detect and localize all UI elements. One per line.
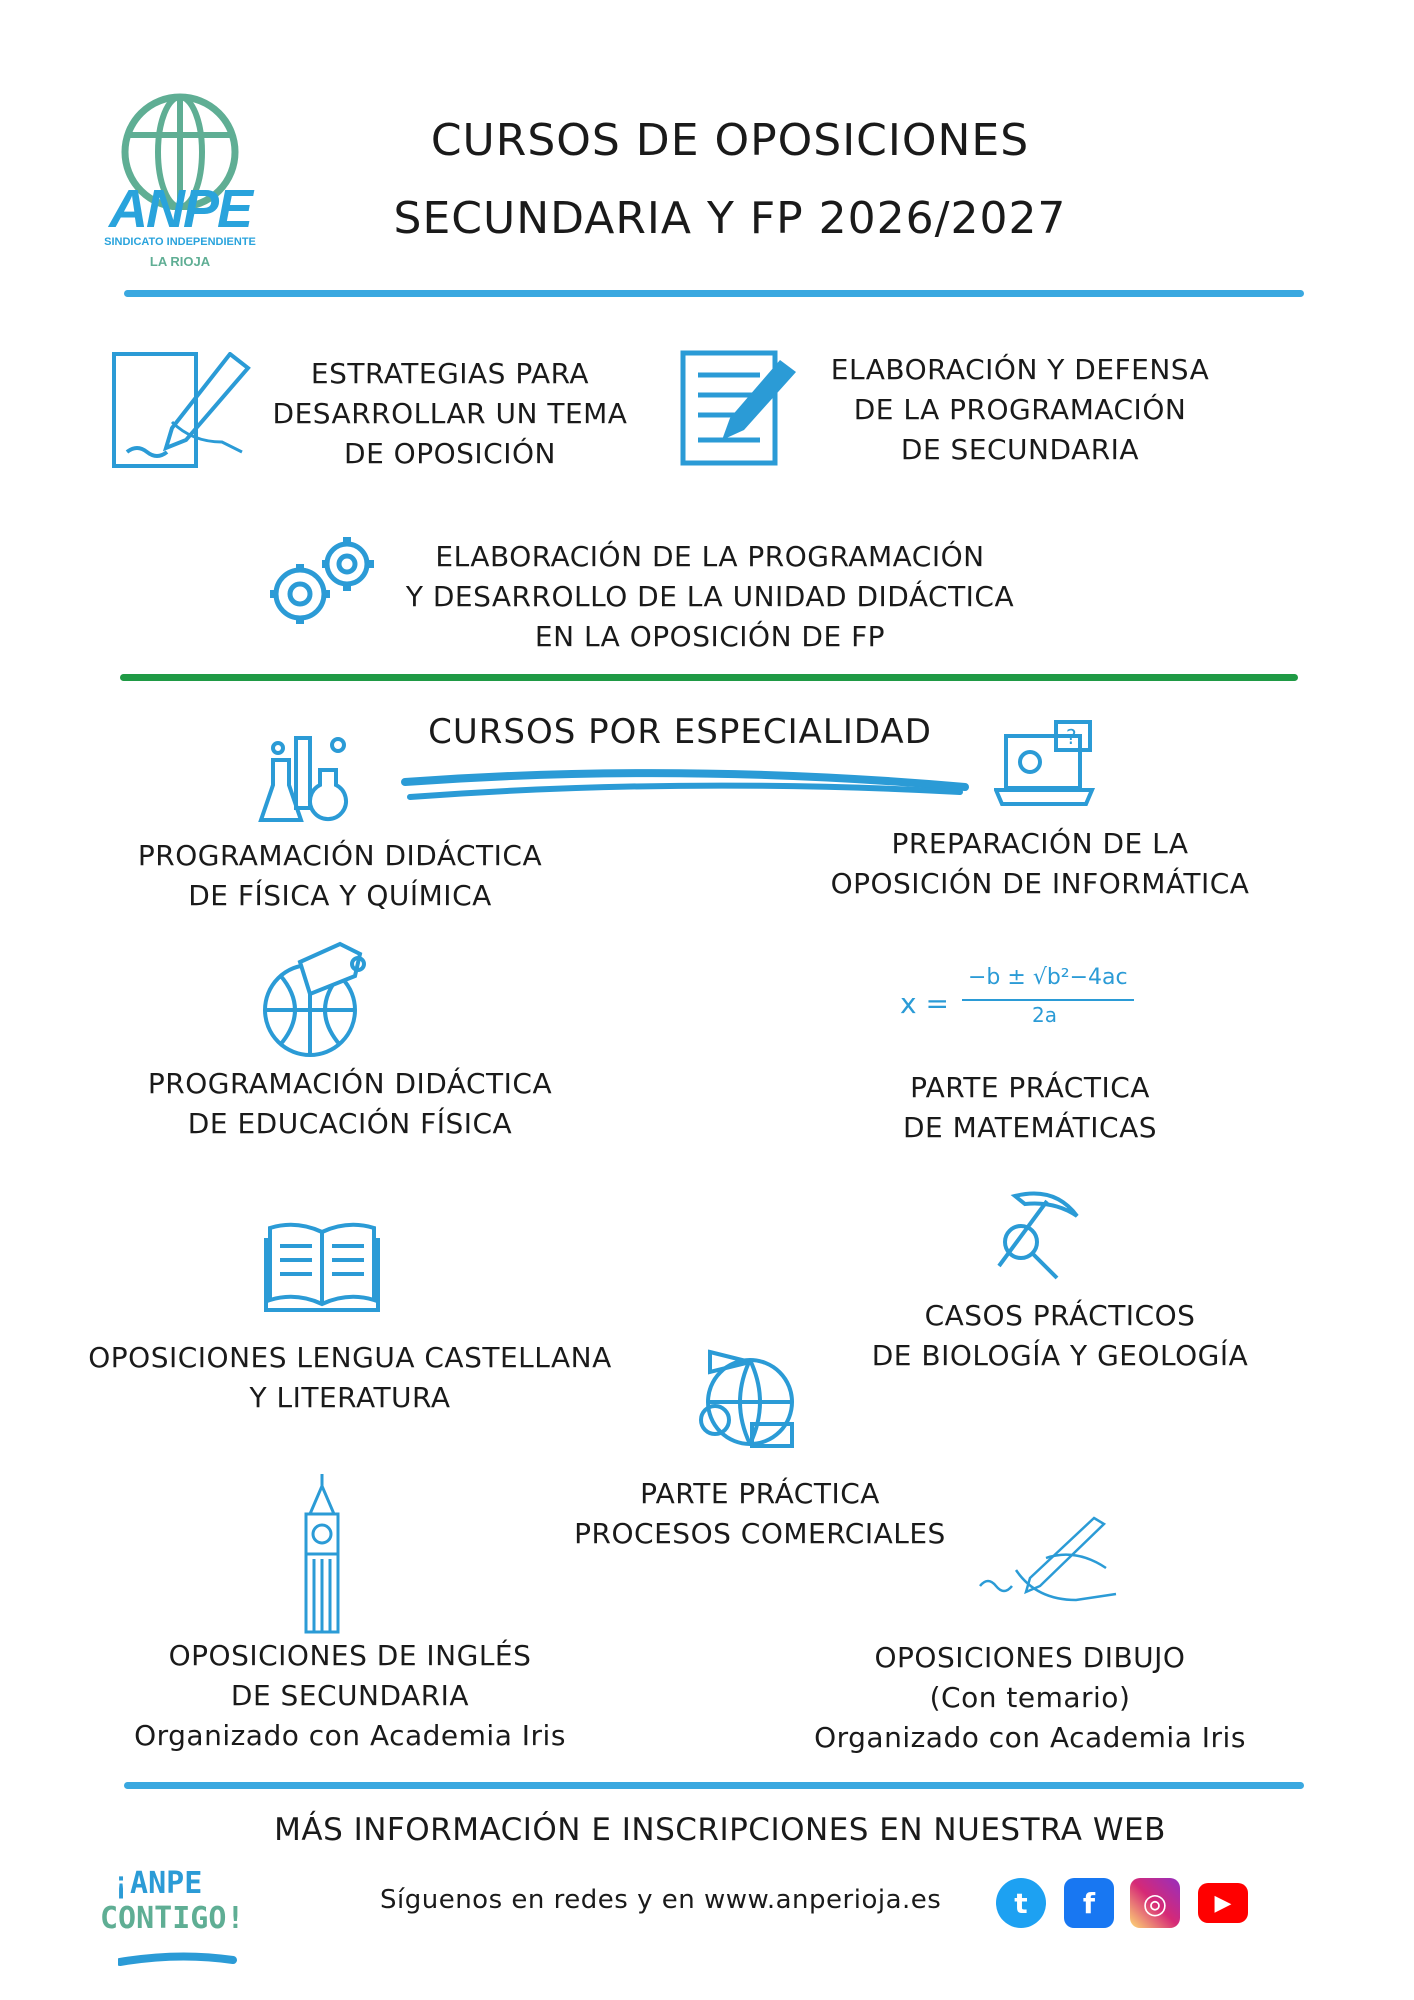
- gears-icon: [262, 534, 382, 634]
- course-text-line: DE LA PROGRAMACIÓN: [853, 393, 1187, 426]
- title-line-1: CURSOS DE OPOSICIONES: [430, 115, 1030, 166]
- big-ben-icon: [300, 1474, 344, 1634]
- specialty-text-line: Y LITERATURA: [249, 1381, 451, 1414]
- writing-hand-icon: [112, 352, 254, 470]
- specialty-text-line: PARTE PRÁCTICA: [910, 1071, 1150, 1104]
- formula-denominator: 2a: [1032, 1003, 1057, 1027]
- specialty-text-line: OPOSICIONES DIBUJO: [874, 1641, 1186, 1674]
- course-text-line: ELABORACIÓN DE LA PROGRAMACIÓN: [435, 540, 985, 573]
- course-text-line: DESARROLLAR UN TEMA: [272, 397, 628, 430]
- specialty-text-line: PROCESOS COMERCIALES: [574, 1517, 946, 1550]
- specialty-text-line: PREPARACIÓN DE LA: [891, 827, 1189, 860]
- slogan-underline: [118, 1952, 238, 1972]
- specialty-text-line: DE SECUNDARIA: [230, 1679, 470, 1712]
- pickaxe-icon: [985, 1186, 1085, 1286]
- specialty-lengua: [60, 1338, 640, 1418]
- slogan: [100, 1866, 270, 1976]
- course-programacion-secundaria: [800, 350, 1240, 470]
- flasks-icon: [258, 730, 358, 830]
- divider-bottom: [124, 1782, 1304, 1789]
- specialty-text-line: OPOSICIONES DE INGLÉS: [168, 1639, 532, 1672]
- specialty-informatica: [800, 824, 1280, 904]
- facebook-icon[interactable]: f: [1064, 1878, 1114, 1928]
- open-book-icon: [264, 1220, 380, 1316]
- drawing-hand-icon: [976, 1514, 1136, 1610]
- title-line-2: SECUNDARIA Y FP 2026/2027: [393, 193, 1067, 244]
- course-text-line: Y DESARROLLO DE LA UNIDAD DIDÁCTICA: [405, 580, 1015, 613]
- ball-whistle-icon: [260, 940, 380, 1060]
- logo-subtitle: SINDICATO INDEPENDIENTE: [104, 236, 256, 248]
- specialty-educacion-fisica: [110, 1064, 590, 1144]
- specialty-dibujo: [790, 1638, 1270, 1758]
- divider-top: [124, 290, 1304, 297]
- twitter-icon[interactable]: t: [996, 1878, 1046, 1928]
- specialty-text-line: OPOSICIÓN DE INFORMÁTICA: [830, 867, 1250, 900]
- svg-text:?: ?: [1066, 725, 1077, 749]
- specialty-heading: CURSOS POR ESPECIALIDAD: [428, 712, 932, 752]
- specialty-ingles: [110, 1636, 590, 1756]
- specialty-text-line: DE FÍSICA Y QUÍMICA: [188, 879, 492, 912]
- course-text-line: DE SECUNDARIA: [900, 433, 1140, 466]
- slogan-line-2: CONTIGO!: [100, 1901, 245, 1936]
- youtube-icon[interactable]: ▶: [1198, 1883, 1248, 1923]
- specialty-text-line: PARTE PRÁCTICA: [640, 1477, 880, 1510]
- specialty-procesos-comerciales: [540, 1474, 980, 1554]
- trade-globe-icon: [680, 1340, 810, 1460]
- formula-numerator: −b ± √b²−4ac: [968, 965, 1128, 990]
- specialty-biologia: [830, 1296, 1290, 1376]
- specialty-text-line: (Con temario): [929, 1681, 1131, 1714]
- specialty-organizer: Organizado con Academia Iris: [134, 1719, 566, 1752]
- formula-icon: [900, 965, 1140, 1035]
- document-pen-icon: [680, 350, 800, 468]
- specialty-text-line: CASOS PRÁCTICOS: [924, 1299, 1196, 1332]
- course-text-line: DE OPOSICIÓN: [344, 437, 556, 470]
- page-title: [320, 102, 1140, 258]
- anpe-logo: [95, 90, 265, 270]
- course-text-line: ELABORACIÓN Y DEFENSA: [830, 353, 1210, 386]
- specialty-text-line: DE EDUCACIÓN FÍSICA: [187, 1107, 513, 1140]
- formula-line: [962, 999, 1134, 1001]
- specialty-fisica-quimica: [110, 836, 570, 916]
- laptop-icon: [994, 718, 1104, 808]
- course-text-line: ESTRATEGIAS PARA: [310, 357, 590, 390]
- specialty-matematicas: [830, 1068, 1230, 1148]
- specialty-text-line: DE MATEMÁTICAS: [902, 1111, 1158, 1144]
- specialty-text-line: PROGRAMACIÓN DIDÁCTICA: [147, 1067, 553, 1100]
- formula-lhs: x =: [900, 987, 949, 1020]
- specialty-text-line: OPOSICIONES LENGUA CASTELLANA: [88, 1341, 612, 1374]
- logo-region: LA RIOJA: [149, 254, 211, 269]
- instagram-icon[interactable]: ◎: [1130, 1878, 1180, 1928]
- brush-stroke: [400, 762, 970, 807]
- specialty-text-line: PROGRAMACIÓN DIDÁCTICA: [137, 839, 543, 872]
- divider-green: [120, 674, 1298, 681]
- specialty-text-line: DE BIOLOGÍA Y GEOLOGÍA: [871, 1339, 1249, 1372]
- slogan-line-1: ¡ANPE: [112, 1866, 203, 1901]
- course-strategies: [250, 354, 650, 474]
- logo-wordmark: ANPE: [108, 179, 252, 239]
- cta-text: MÁS INFORMACIÓN E INSCRIPCIONES EN NUESTRA WEB: [274, 1812, 1166, 1848]
- follow-text: Síguenos en redes y en www.anperioja.es: [380, 1885, 942, 1915]
- course-text-line: EN LA OPOSICIÓN DE FP: [534, 620, 886, 653]
- specialty-organizer: Organizado con Academia Iris: [814, 1721, 1246, 1754]
- course-programacion-fp: [370, 537, 1050, 657]
